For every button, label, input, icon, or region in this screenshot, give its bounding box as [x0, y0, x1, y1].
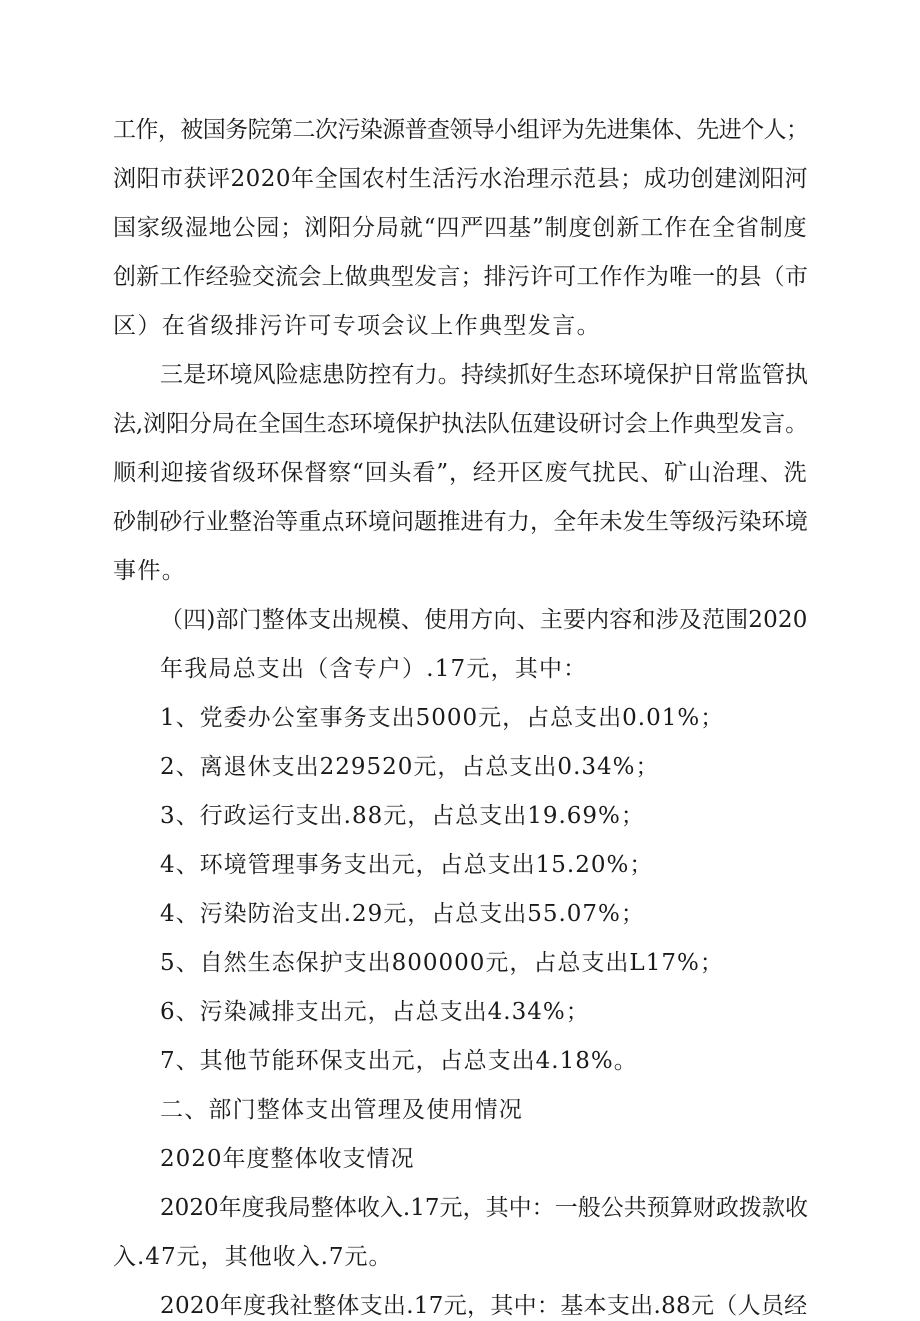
list-item: 6、污染减排支出元，占总支出4.34%；: [160, 999, 590, 1025]
paragraph-line: 顺利迎接省级环保督察“回头看”，经开区废气扰民、矿山治理、洗: [113, 460, 808, 486]
list-item: 4、环境管理事务支出元，占总支出15.20%；: [160, 852, 654, 878]
paragraph-line: 法,浏阳分局在全国生态环境保护执法队伍建设研讨会上作典型发言。: [113, 411, 809, 437]
paragraph-line: 砂制砂行业整治等重点环境问题推进有力，全年未发生等级污染环境: [113, 509, 808, 535]
section-heading: （四)部门整体支出规模、使用方向、主要内容和涉及范围2020: [160, 607, 808, 633]
list-item: 7、其他节能环保支出元，占总支出4.18%。: [160, 1048, 638, 1074]
paragraph-line: 2020年度我社整体支出.17元，其中：基本支出.88元（人员经: [160, 1293, 808, 1319]
paragraph-line: 2020年度我局整体收入.17元，其中：一般公共预算财政拨款收: [160, 1195, 809, 1221]
paragraph-line: 工作，被国务院第二次污染源普查领导小组评为先进集体、先进个人；: [113, 117, 809, 143]
paragraph-line: 年我局总支出（含专户）.17元，其中：: [160, 656, 588, 682]
list-item: 5、自然生态保护支出800000元，占总支出L17%；: [160, 950, 724, 976]
sub-heading: 2020年度整体收支情况: [160, 1146, 415, 1172]
paragraph-line: 创新工作经验交流会上做典型发言；排污许可工作作为唯一的县（市: [113, 264, 808, 290]
list-item: 1、党委办公室事务支出5000元，占总支出0.01%；: [160, 705, 725, 731]
paragraph-line: 事件。: [113, 558, 187, 584]
list-item: 4、污染防治支出.29元，占总支出55.07%；: [160, 901, 645, 927]
paragraph-line: 国家级湿地公园；浏阳分局就“四严四基”制度创新工作在全省制度: [113, 215, 808, 241]
paragraph-line: 区）在省级排污许可专项会议上作典型发言。: [113, 313, 601, 339]
paragraph-line: 三是环境风险痣患防控有力。持续抓好生态环境保护日常监管执: [160, 362, 809, 388]
section-heading: 二、部门整体支出管理及使用情况: [160, 1097, 523, 1123]
list-item: 3、行政运行支出.88元，占总支出19.69%；: [160, 803, 645, 829]
paragraph-line: 入.47元，其他收入.7元。: [113, 1244, 393, 1270]
list-item: 2、离退休支出229520元，占总支出0.34%；: [160, 754, 660, 780]
paragraph-line: 浏阳市获评2020年全国农村生活污水治理示范县；成功创建浏阳河: [113, 166, 809, 192]
